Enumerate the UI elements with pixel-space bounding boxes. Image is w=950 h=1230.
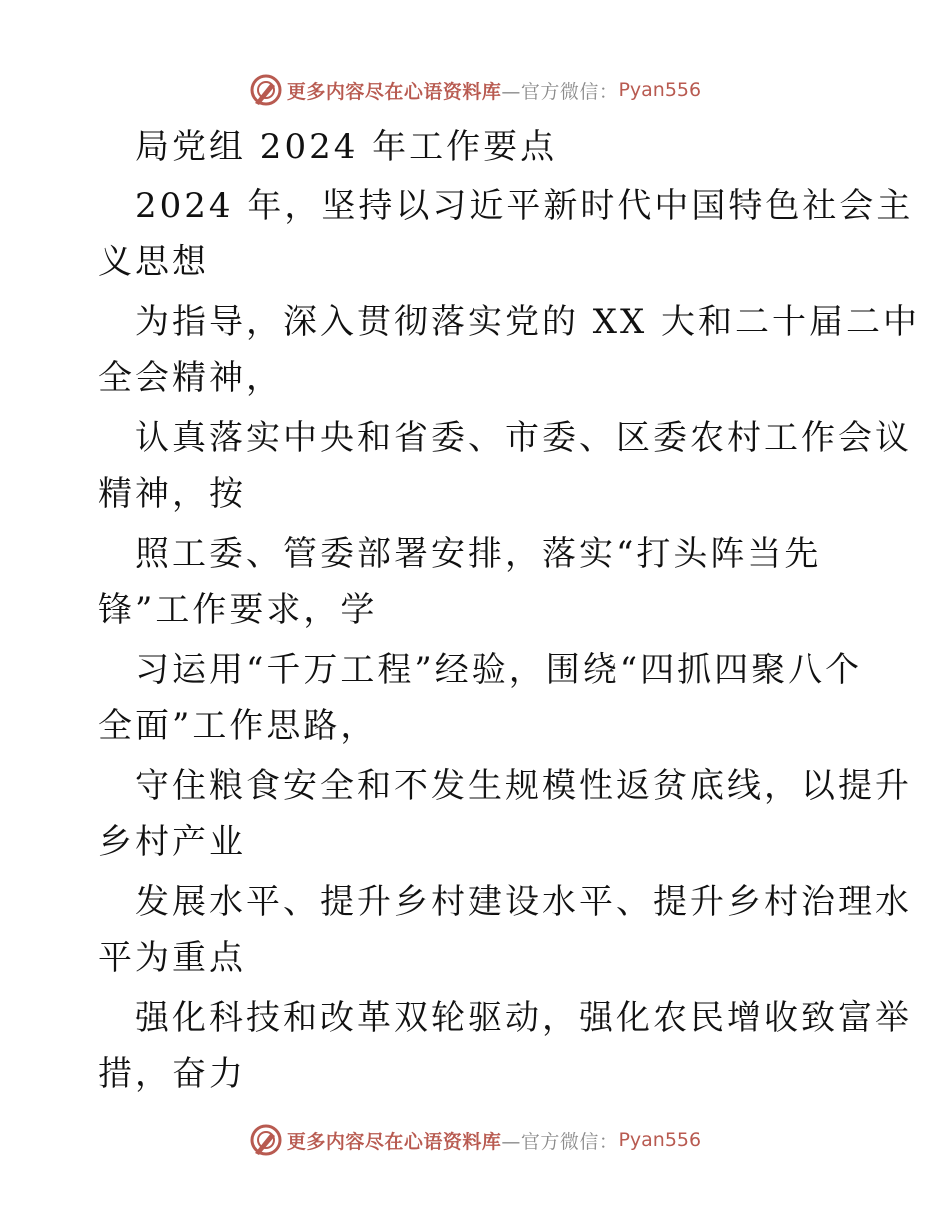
document-title: 局党组 2024 年工作要点 (135, 127, 558, 167)
pen-circle-logo-icon (249, 73, 283, 107)
watermark-main-text: 更多内容尽在心语资料库 (286, 80, 502, 103)
paragraph-line: 锋”工作要求，学 (98, 590, 378, 630)
paragraph-line: 全面”工作思路， (98, 706, 378, 746)
paragraph-line: 强化科技和改革双轮驱动，强化农民增收致富举 (135, 998, 912, 1038)
watermark-id-text: Pyan556 (618, 1129, 702, 1151)
paragraph-line: 平为重点 (98, 938, 246, 978)
watermark-id-text: Pyan556 (618, 79, 702, 101)
header-watermark (0, 70, 950, 110)
paragraph-line: 照工委、管委部署安排，落实“打头阵当先 (135, 534, 822, 574)
watermark-sub-text: —官方微信： (501, 1130, 619, 1153)
paragraph-line: 全会精神， (98, 358, 283, 398)
paragraph-line: 义思想 (98, 242, 209, 282)
paragraph-line: 2024 年，坚持以习近平新时代中国特色社会主 (135, 186, 914, 226)
paragraph-line: 精神，按 (98, 474, 246, 514)
paragraph-line: 守住粮食安全和不发生规模性返贫底线，以提升 (135, 766, 912, 806)
pen-circle-logo-icon (249, 1123, 283, 1157)
watermark-sub-text: —官方微信： (501, 80, 619, 103)
paragraph-line: 为指导，深入贯彻落实党的 XX 大和二十届二中 (135, 302, 921, 342)
paragraph-line: 发展水平、提升乡村建设水平、提升乡村治理水 (135, 882, 912, 922)
paragraph-line: 措，奋力 (98, 1054, 246, 1094)
paragraph-line: 习运用“千万工程”经验，围绕“四抓四聚八个 (135, 650, 863, 690)
paragraph-line: 乡村产业 (98, 822, 246, 862)
footer-watermark (0, 1120, 950, 1160)
watermark-main-text: 更多内容尽在心语资料库 (286, 1130, 502, 1153)
paragraph-line: 认真落实中央和省委、市委、区委农村工作会议 (135, 418, 912, 458)
